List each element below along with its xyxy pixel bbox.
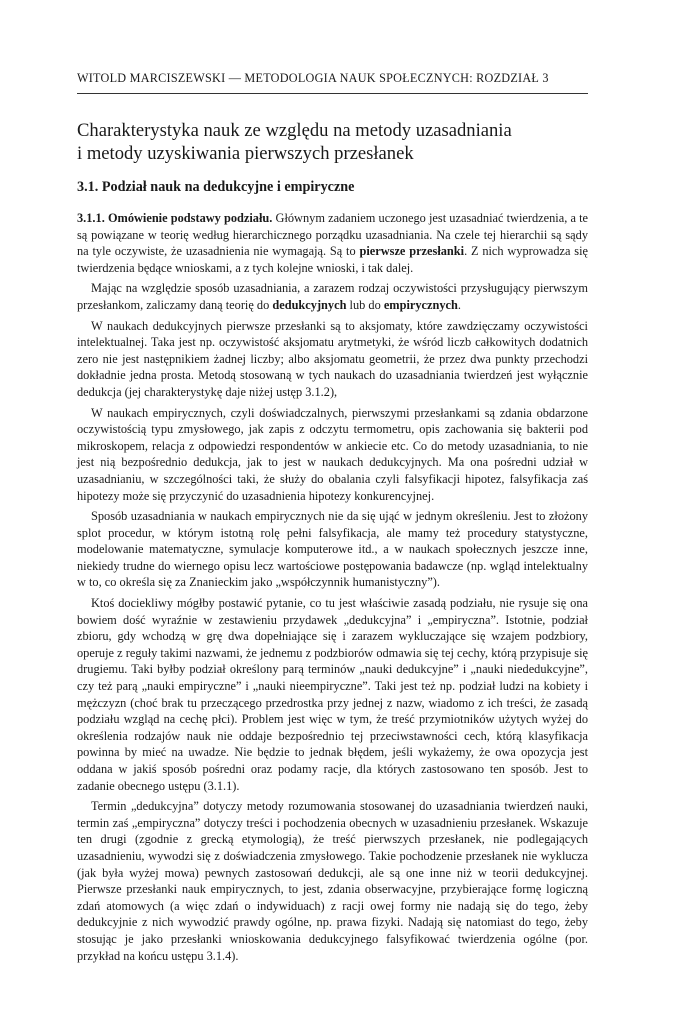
running-head: WITOLD MARCISZEWSKI — METODOLOGIA NAUK SPOŁECZNYCH: ROZDZIAŁ 3 [77, 71, 549, 85]
paragraph-2-text-a: Mając na względzie sposób uzasadniania, a zarazem rodzaj oczywistości przysługujący pierwszym przesłankom, zaliczamy daną teorię do [77, 281, 588, 312]
section-title: 3.1. Podział nauk na dedukcyjne i empiryczne [77, 179, 355, 195]
paragraph-2-text-c: . [457, 297, 461, 312]
paragraph-2 [77, 280, 588, 313]
term-empirical: empirycznych [383, 297, 458, 312]
paragraph-3: W naukach dedukcyjnych pierwsze przesłanki są to aksjomaty, które zawdzięczamy oczywistości intelektualnej. Taka jest np. oczywistość aksjomatu arytmetyki, że wśród liczb całkowitych dodatnich zero nie jest następnikiem żadnej liczby; albo aksjomatu geometrii, że przez dwa punkty przechodzi dokładnie jedna prosta. Metodą stosowaną w tych naukach do uzasadniania twierdzeń jest wyłącznie dedukcja (jej charakterystykę daje niżej ustęp 3.1.2), [77, 318, 588, 399]
subsection-title: 3.1.1. Omówienie podstawy podziału. [77, 211, 273, 225]
chapter-title-line-1: Charakterystyka nauk ze względu na metody uzasadniania [77, 120, 512, 141]
paragraph-1 [77, 210, 588, 276]
paragraph-6: Ktoś dociekliwy mógłby postawić pytanie, co tu jest właściwie zasadą podziału, nie rysuje się ona bowiem dość wyraźnie w zestawieniu przydawek „dedukcyjna” i „empiryczna”. Istotnie, podział zbioru, gdy wchodzą w grę dwa dopełniające się i zarazem wykluczające się wzajem podzbiory, operuje z reguły takimi nazwami, że jednemu z podzbiorów odmawia się tej cechy, którą przypisuje się drugiemu. Taki byłby podział określony parą terminów „nauki dedukcyjne” i „nauki niededukcyjne”, czy też parą „nauki empiryczne” i „nauki nieempiryczne”. Taki jest też np. podział ludzi na kobiety i mężczyzn (choć brak tu przeczącego przedrostka przy jednej z nazw, wiadomo z ich treści, że zasadą podziału wzgląd na cechę płci). Problem jest więc w tym, że treść przymiotników użytych wyżej do określenia rodzajów nauk nie oddaje bezpośrednio tej przeciwstawności cech, którą klasyfikacja powinna by mieć na uwadze. Nie będzie to jednak błędem, jeśli wykażemy, że owa opozycja jest oddana w jakiś sposób pośredni oraz podamy racje, dla których zastosowano ten sposób. Jest to zadanie obecnego ustępu (3.1.1). [77, 596, 588, 793]
body-text [77, 210, 588, 968]
paragraph-5: Sposób uzasadniania w naukach empirycznych nie da się ująć w jednym określeniu. Jest to złożony splot procedur, w którym istotną rolę pełni falsyfikacja, ale mamy też procedury statystyczne, modelowanie matematyczne, symulacje komputerowe itd., a w naukach społecznych jeszcze inne, niekiedy trudne do wiernego opisu lecz wartościowe postępowania badawcze (np. wgląd intelektualny w to, co określa się za Znanieckim jako „współczynnik humanistyczny”). [77, 509, 588, 590]
paragraph-7: Termin „dedukcyjna” dotyczy metody rozumowania stosowanej do uzasadniania twierdzeń nauki, termin zaś „empiryczna” dotyczy treści i pochodzenia obecnych w uzasadnieniu przesłanek. Wskazuje ten drugi (zgodnie z grecką etymologią), że treść pierwszych przesłanek, nie podlegających uzasadnieniu, wywodzi się z doświadczenia zmysłowego. Takie pochodzenie przesłanek nie wyklucza (jak była wyżej mowa) pewnych zastosowań dedukcji, ale są one inne niż w teorii dedukcyjnej. Pierwsze przesłanki nauk empirycznych, to jest, zdania obserwacyjne, przybierające formę logiczną zdań atomowych (a więc zdań o indywiduach) z racji owej formy nie nadają się do tego, żeby dedukcyjnie z nich wywodzić prawdy ogólne, np. prawa fizyki. Nadają się natomiast do tego, żeby stosując je jako przesłanki wnioskowania dedukcyjnego falsyfikować twierdzenia ogólne (por. przykład na końcu ustępu 3.1.4). [77, 799, 588, 963]
paragraph-2-text-b: lub do [346, 297, 384, 312]
chapter-title [77, 119, 597, 165]
paragraph-1-text-a: Głównym zadaniem uczonego jest uzasadniać twierdzenia, a te są powiązane w teorię według hierarchicznego porządku uzasadniania. Na czele tej hierarchii są sądy na tyle oczywiste, że uzasadnienia nie wymagają. Są to [77, 211, 588, 259]
chapter-title-line-2: i metody uzyskiwania pierwszych przesłanek [77, 143, 414, 164]
header-rule [77, 93, 588, 94]
term-first-premises: pierwsze przesłanki [359, 244, 465, 259]
term-deductive: dedukcyjnych [272, 297, 347, 312]
paragraph-4: W naukach empirycznych, czyli doświadczalnych, pierwszymi przesłankami są zdania obdarzone oczywistością typu zmysłowego, jak zapis z odczytu termometru, opis zachowania się bakterii pod mikroskopem, relacja z odpowiedzi respondentów w ankiecie etc. Co do metody uzasadniania, to nie jest nią bezpośrednio dedukcja, jak to jest w naukach dedukcyjnych. Ma ona pośredni udział w uzasadnianiu, w szczególności taki, że służy do obalania czyli falsyfikacji hipotez, falsyfikacja zaś hipotezy może się przyczynić do uzasadnienia hipotezy konkurencyjnej. [77, 405, 588, 503]
paragraph-1-text-b: . Z nich wyprowadza się twierdzenia będące wnioskami, a z tych kolejne wnioski, i tak dalej. [77, 244, 588, 275]
